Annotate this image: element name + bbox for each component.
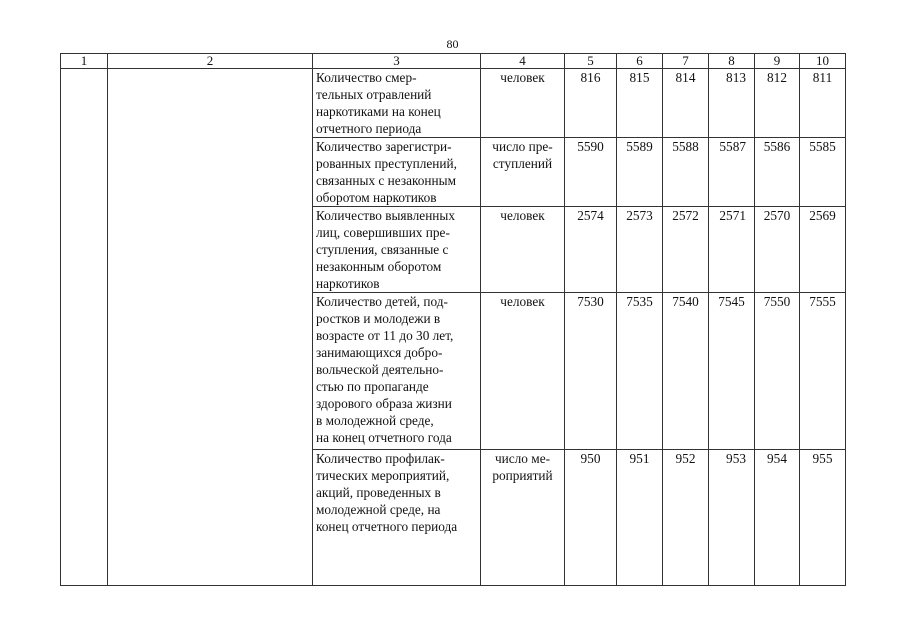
description-line: Количество выявленных	[316, 208, 456, 223]
col2-cell	[108, 69, 313, 586]
unit-cell	[481, 207, 565, 293]
unit-cell	[481, 138, 565, 207]
description-line: Количество детей, под-	[316, 294, 448, 309]
value-cell: 953	[709, 450, 755, 586]
indicator-description	[313, 138, 481, 207]
description-line: стью по пропаганде	[316, 379, 429, 394]
description-line: Количество профилак-	[316, 451, 445, 466]
value-cell: 5586	[755, 138, 800, 207]
description-line: Количество смер-	[316, 70, 417, 85]
unit-line: число ме-	[494, 451, 551, 466]
indicators-table	[60, 53, 846, 586]
description-line: наркотиков	[316, 276, 380, 291]
description-line: Количество зарегистри-	[316, 139, 452, 154]
description-line: молодежной среде, на	[316, 502, 441, 517]
value-cell: 955	[800, 450, 846, 586]
description-line: занимающихся добро-	[316, 345, 443, 360]
unit-cell	[481, 450, 565, 586]
value-cell: 813	[709, 69, 755, 138]
indicator-description	[313, 207, 481, 293]
description-line: акций, проведенных в	[316, 485, 441, 500]
indicator-description	[313, 293, 481, 450]
unit-line: человек	[500, 294, 545, 309]
description-line: связанных с незаконным	[316, 173, 456, 188]
header-cell: 2	[108, 54, 313, 69]
description-line: оборотом наркотиков	[316, 190, 437, 205]
value-cell: 2571	[709, 207, 755, 293]
unit-line: человек	[500, 208, 545, 223]
description-line: ростков и молодежи в	[316, 311, 441, 326]
description-line: тельных отравлений	[316, 87, 432, 102]
indicator-description	[313, 450, 481, 586]
description-line: конец отчетного периода	[316, 519, 458, 534]
description-line: вольческой деятельно-	[316, 362, 444, 377]
header-row	[61, 54, 846, 69]
description-line: отчетного периода	[316, 121, 422, 136]
table-row	[61, 69, 846, 138]
unit-cell	[481, 69, 565, 138]
value-cell: 814	[663, 69, 709, 138]
header-cell: 10	[800, 54, 846, 69]
header-cell: 1	[61, 54, 108, 69]
description-line: лиц, совершивших пре-	[316, 225, 450, 240]
value-cell: 5590	[565, 138, 617, 207]
unit-line: роприятий	[492, 468, 553, 483]
value-cell: 5587	[709, 138, 755, 207]
value-cell: 5585	[800, 138, 846, 207]
description-line: ступления, связанные с	[316, 242, 449, 257]
value-cell: 2569	[800, 207, 846, 293]
value-cell: 7550	[755, 293, 800, 450]
value-cell: 5589	[617, 138, 663, 207]
header-cell: 8	[709, 54, 755, 69]
value-cell: 811	[800, 69, 846, 138]
unit-cell	[481, 293, 565, 450]
value-cell: 5588	[663, 138, 709, 207]
description-line: рованных преступлений,	[316, 156, 457, 171]
value-cell: 2573	[617, 207, 663, 293]
value-cell: 2572	[663, 207, 709, 293]
value-cell: 2570	[755, 207, 800, 293]
unit-line: человек	[500, 70, 545, 85]
description-line: здорового образа жизни	[316, 396, 452, 411]
value-cell: 7540	[663, 293, 709, 450]
description-line: тических мероприятий,	[316, 468, 450, 483]
value-cell: 7535	[617, 293, 663, 450]
value-cell: 7545	[709, 293, 755, 450]
value-cell: 816	[565, 69, 617, 138]
value-cell: 7555	[800, 293, 846, 450]
value-cell: 812	[755, 69, 800, 138]
description-line: на конец отчетного года	[316, 430, 452, 445]
value-cell: 952	[663, 450, 709, 586]
description-line: в молодежной среде,	[316, 413, 434, 428]
indicator-description	[313, 69, 481, 138]
value-cell: 2574	[565, 207, 617, 293]
header-cell: 3	[313, 54, 481, 69]
value-cell: 815	[617, 69, 663, 138]
header-cell: 4	[481, 54, 565, 69]
value-cell: 950	[565, 450, 617, 586]
header-cell: 9	[755, 54, 800, 69]
header-cell: 5	[565, 54, 617, 69]
col1-cell	[61, 69, 108, 586]
header-cell: 7	[663, 54, 709, 69]
description-line: незаконным оборотом	[316, 259, 442, 274]
description-line: возрасте от 11 до 30 лет,	[316, 328, 454, 343]
value-cell: 7530	[565, 293, 617, 450]
header-cell: 6	[617, 54, 663, 69]
value-cell: 954	[755, 450, 800, 586]
unit-line: ступлений	[492, 156, 553, 171]
description-line: наркотиками на конец	[316, 104, 441, 119]
value-cell: 951	[617, 450, 663, 586]
unit-line: число пре-	[492, 139, 553, 154]
page-number: 80	[446, 37, 459, 51]
